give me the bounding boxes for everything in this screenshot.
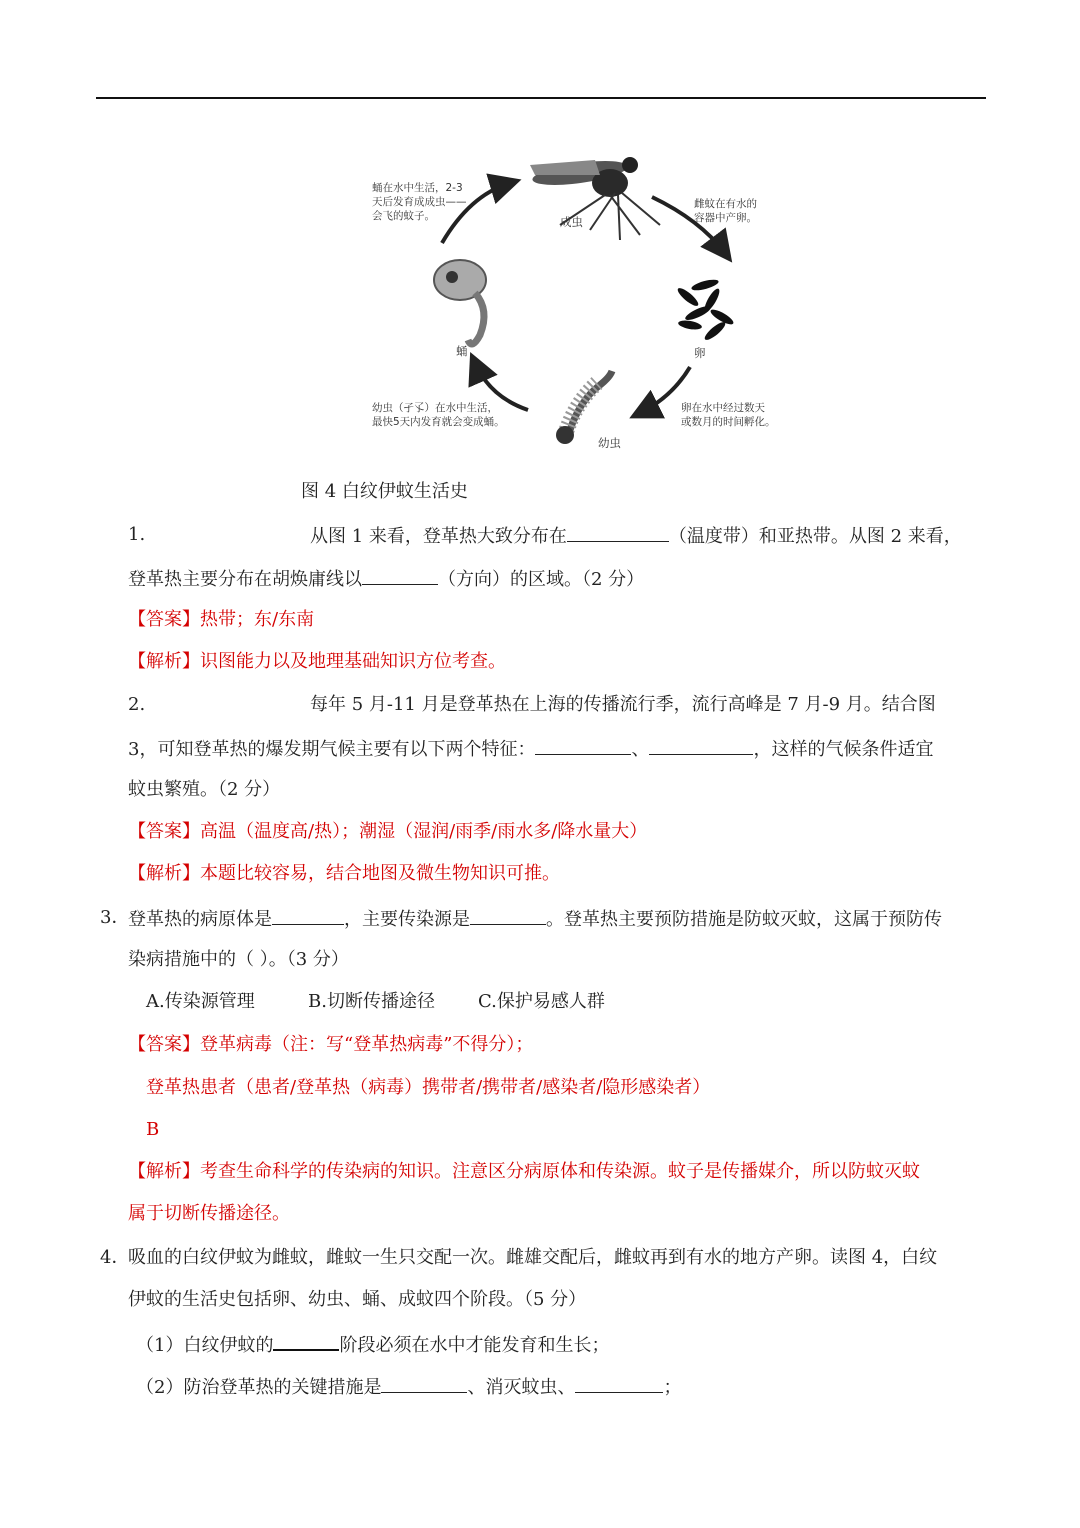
q2-separator: 、 xyxy=(631,739,650,760)
q3-answer-3: B xyxy=(146,1119,160,1140)
q3-blank-1[interactable] xyxy=(272,906,344,925)
q4-sub-1 xyxy=(136,1331,609,1358)
q3-answer-2: 登革热患者（患者/登革热（病毒）携带者/携带者/感染者/隐形感染者） xyxy=(146,1077,711,1098)
q2-line-1: 每年 5 月-11 月是登革热在上海的传播流行季，流行高峰是 7 月-9 月。结合图 xyxy=(310,694,936,715)
q1-line-1 xyxy=(310,523,962,549)
larva-description-2: 最快5天内发育就会变成蛹。 xyxy=(372,416,505,428)
q1-text-a: 从图 1 来看，登革热大致分布在 xyxy=(310,526,567,547)
q2-blank-2[interactable] xyxy=(649,736,753,755)
q3-line-1 xyxy=(128,906,942,932)
q1-blank-1[interactable] xyxy=(567,523,669,542)
q3-option-a: A.传染源管理 xyxy=(146,991,255,1012)
q2-blank-1[interactable] xyxy=(535,736,631,755)
larva-icon xyxy=(556,371,612,444)
q3-number: 3． xyxy=(100,907,130,928)
eggs-icon xyxy=(675,278,735,343)
q1-blank-2[interactable] xyxy=(362,566,438,585)
q3-line-2: 染病措施中的（ ）。（3 分） xyxy=(128,949,349,970)
q3-text-b: ，主要传染源是 xyxy=(344,909,470,930)
q4-sub2-blank-1[interactable] xyxy=(381,1374,467,1393)
life-cycle-figure xyxy=(360,135,790,460)
q1-text-c: 登革热主要分布在胡焕庸线以 xyxy=(128,569,362,590)
q3-option-c: C.保护易感人群 xyxy=(478,991,605,1012)
q4-line-1: 吸血的白纹伊蚊为雌蚊，雌蚊一生只交配一次。雌雄交配后，雌蚊再到有水的地方产卵。读图 4，白纹 xyxy=(128,1247,938,1268)
q4-sub-2 xyxy=(136,1374,681,1400)
q1-analysis: 【解析】识图能力以及地理基础知识方位考查。 xyxy=(128,651,506,672)
q4-number: 4． xyxy=(100,1247,130,1268)
q4-line-2: 伊蚊的生活史包括卵、幼虫、蛹、成蚊四个阶段。（5 分） xyxy=(128,1289,587,1310)
egg-stage-label: 卵 xyxy=(694,346,706,360)
pupa-description-3: 会飞的蚊子。 xyxy=(372,210,435,222)
pupa-stage-label: 蛹 xyxy=(456,344,468,358)
q4-sub2-blank-2[interactable] xyxy=(575,1374,663,1393)
q4-sub2-text-b: 、消灭蚊虫、 xyxy=(467,1377,576,1398)
q4-sub2-text-c: ； xyxy=(663,1377,682,1398)
q4-sub1-text-a: （1）白纹伊蚊的 xyxy=(136,1335,274,1356)
q4-sub2-text-a: （2）防治登革热的关键措施是 xyxy=(136,1377,382,1398)
adult-description-2: 容器中产卵。 xyxy=(694,212,757,224)
pupa-icon xyxy=(434,260,486,344)
q2-text-a: 3，可知登革热的爆发期气候主要有以下两个特征： xyxy=(128,739,536,760)
q3-answer-1: 【答案】登革病毒（注：写“登革热病毒”不得分）； xyxy=(128,1034,534,1055)
q3-blank-2[interactable] xyxy=(470,906,546,925)
q2-number: 2. xyxy=(128,694,146,715)
q1-line-2 xyxy=(128,566,644,592)
q1-text-b: （温度带）和亚热带。从图 2 来看， xyxy=(668,526,962,547)
q2-answer: 【答案】高温（温度高/热）；潮湿（湿润/雨季/雨水多/降水量大） xyxy=(128,821,648,842)
header-rule xyxy=(96,97,986,99)
adult-description-1: 雌蚊在有水的 xyxy=(694,198,757,210)
q3-text-c: 。登革热主要预防措施是防蚊灭蚊，这属于预防传 xyxy=(546,909,942,930)
larva-stage-label: 幼虫 xyxy=(598,436,621,450)
pupa-description-1: 蛹在水中生活，2-3 xyxy=(372,182,463,194)
q2-line-2 xyxy=(128,736,933,762)
q3-analysis-2: 属于切断传播途径。 xyxy=(128,1203,290,1224)
egg-description-2: 或数月的时间孵化。 xyxy=(681,416,776,428)
egg-description-1: 卵在水中经过数天 xyxy=(681,402,765,414)
adult-stage-label: 成虫 xyxy=(560,215,583,229)
q1-number: 1. xyxy=(128,524,146,545)
q1-text-d: （方向）的区域。（2 分） xyxy=(438,569,645,590)
adult-mosquito-icon xyxy=(530,156,660,240)
q4-sub1-text-b: 阶段必须在水中才能发育和生长； xyxy=(339,1335,610,1356)
q1-answer: 【答案】热带；东/东南 xyxy=(128,609,315,630)
q3-analysis-1: 【解析】考查生命科学的传染病的知识。注意区分病原体和传染源。蚊子是传播媒介，所以防蚊灭蚊 xyxy=(128,1161,920,1182)
q3-text-a: 登革热的病原体是 xyxy=(128,909,272,930)
pupa-description-2: 天后发育成成虫—— xyxy=(372,196,467,208)
q2-text-b: ，这样的气候条件适宜 xyxy=(753,739,934,760)
q2-analysis: 【解析】本题比较容易，结合地图及微生物知识可推。 xyxy=(128,863,560,884)
figure-caption: 图 4 白纹伊蚊生活史 xyxy=(301,481,468,502)
q4-sub1-blank[interactable] xyxy=(273,1331,339,1351)
q2-line-3: 蚊虫繁殖。（2 分） xyxy=(128,779,281,800)
larva-description-1: 幼虫（孑孓）在水中生活， xyxy=(372,402,498,414)
q3-option-b: B.切断传播途径 xyxy=(308,991,435,1012)
